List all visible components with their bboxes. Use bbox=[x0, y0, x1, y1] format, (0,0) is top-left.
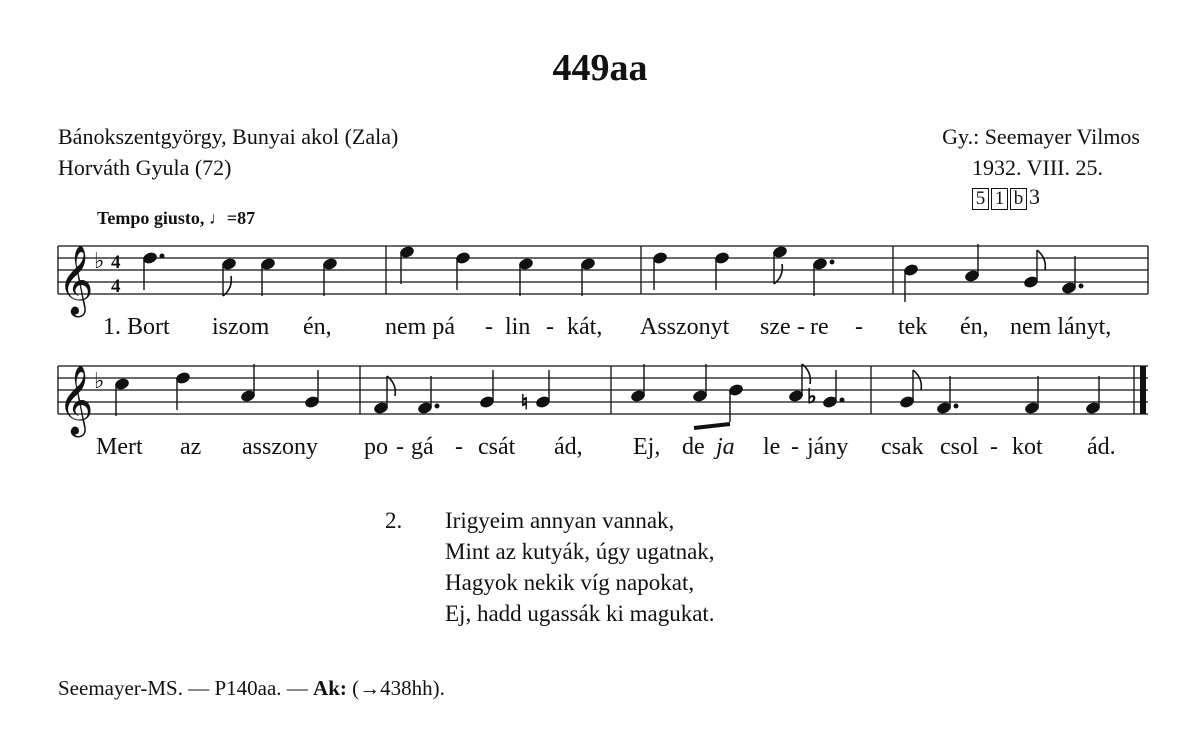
note-beam bbox=[694, 424, 730, 428]
source-footer bbox=[58, 676, 445, 701]
stanza-line: Mint az kutyák, úgy ugatnak, bbox=[445, 539, 715, 564]
lyric-syllable: én, bbox=[960, 314, 989, 340]
note-dot bbox=[954, 404, 958, 408]
lyric-syllable: Asszonyt bbox=[640, 314, 730, 340]
lyric-hyphen: - bbox=[546, 314, 554, 340]
lyric-hyphen: - bbox=[455, 434, 463, 460]
lyric-hyphen: - bbox=[797, 314, 805, 340]
lyric-syllable: re bbox=[810, 314, 829, 340]
lyric-syllable: le bbox=[763, 434, 781, 460]
flat-accidental-icon: ♭ bbox=[807, 386, 817, 408]
lyric-hyphen: - bbox=[791, 434, 799, 460]
lyric-syllable: Ej, bbox=[633, 434, 661, 460]
lyric-syllable: iszom bbox=[212, 314, 270, 340]
lyric-syllable: po bbox=[364, 434, 388, 460]
treble-clef-icon: 𝄞 bbox=[58, 365, 94, 435]
lyric-syllable: csak bbox=[881, 434, 924, 460]
lyric-syllable: az bbox=[180, 434, 202, 460]
note-dot bbox=[1079, 284, 1083, 288]
lyric-syllable: sze bbox=[760, 314, 791, 340]
code-box-1: 5 bbox=[972, 188, 989, 210]
note-dot bbox=[160, 254, 164, 258]
time-signature-top: 4 bbox=[111, 252, 121, 273]
treble-clef-icon: 𝄞 bbox=[58, 245, 94, 315]
tempo-value: =87 bbox=[226, 208, 256, 228]
stanza-line: Hagyok nekik víg napokat, bbox=[445, 570, 695, 595]
lyric-syllable: én, bbox=[303, 314, 332, 340]
lyric-syllable: de bbox=[682, 434, 705, 460]
lyric-syllable: kát, bbox=[567, 314, 603, 340]
footer-ak-label: Ak: bbox=[313, 676, 347, 700]
lyric-syllable: ád. bbox=[1087, 434, 1116, 460]
staff-1 bbox=[58, 246, 1148, 294]
lyric-syllable: Mert bbox=[96, 434, 143, 460]
time-signature-bottom: 4 bbox=[111, 276, 121, 297]
code-box-2: 1 bbox=[991, 188, 1008, 210]
lyric-hyphen: - bbox=[485, 314, 493, 340]
note-dot bbox=[840, 398, 844, 402]
code-tail: 3 bbox=[1029, 184, 1040, 209]
lyric-syllable: tek bbox=[898, 314, 928, 340]
note-flag bbox=[913, 370, 921, 390]
flat-key-signature-icon: ♭ bbox=[94, 369, 105, 394]
tempo-label: Tempo giusto, bbox=[97, 208, 205, 228]
note-flag bbox=[1037, 250, 1045, 270]
lyric-syllable: asszony bbox=[242, 434, 318, 460]
lyric-hyphen: - bbox=[990, 434, 998, 460]
lyric-hyphen: - bbox=[855, 314, 863, 340]
singer-name: Horváth Gyula (72) bbox=[58, 155, 232, 180]
natural-accidental-icon: ♮ bbox=[521, 392, 529, 414]
quarter-note-icon: ♩ bbox=[208, 208, 227, 228]
page-title: 449aa bbox=[552, 47, 648, 89]
lyric-syllable: jány bbox=[807, 434, 849, 460]
footer-ak-ref: (→438hh). bbox=[352, 676, 445, 700]
stanza-number: 2. bbox=[385, 508, 403, 533]
final-barline bbox=[1140, 366, 1146, 414]
collection-date: 1932. VIII. 25. bbox=[972, 155, 1103, 180]
note-flag bbox=[802, 364, 810, 384]
lyric-hyphen: - bbox=[396, 434, 404, 460]
lyric-syllable: ád, bbox=[554, 434, 583, 460]
flat-key-signature-icon: ♭ bbox=[94, 249, 105, 274]
lyric-syllable: csol bbox=[940, 434, 979, 460]
collection-place: Bánokszentgyörgy, Bunyai akol (Zala) bbox=[58, 124, 399, 149]
code-box-3: b bbox=[1010, 188, 1027, 210]
note-dot bbox=[435, 404, 439, 408]
lyric-syllable: kot bbox=[1012, 434, 1043, 460]
stanza-line: Ej, hadd ugassák ki magukat. bbox=[445, 601, 715, 626]
note-flag bbox=[387, 376, 395, 396]
stanza-line: Irigyeim annyan vannak, bbox=[445, 508, 675, 533]
note-flag bbox=[223, 276, 231, 296]
lyric-syllable: nem lányt, bbox=[1010, 314, 1112, 340]
lyric-syllable: nem pá bbox=[385, 314, 455, 340]
staff-2 bbox=[58, 366, 1148, 414]
lyric-syllable: csát bbox=[478, 434, 516, 460]
note-flag bbox=[774, 264, 782, 284]
note-dot bbox=[830, 260, 834, 264]
lyric-syllable: lin bbox=[505, 314, 531, 340]
lyric-syllable: 1. Bort bbox=[103, 314, 170, 340]
lyric-syllable: gá bbox=[411, 434, 434, 460]
collector-name: Gy.: Seemayer Vilmos bbox=[942, 124, 1140, 149]
lyric-syllable: ja bbox=[716, 434, 735, 460]
footer-source: Seemayer-MS. — P140aa. — bbox=[58, 676, 308, 700]
